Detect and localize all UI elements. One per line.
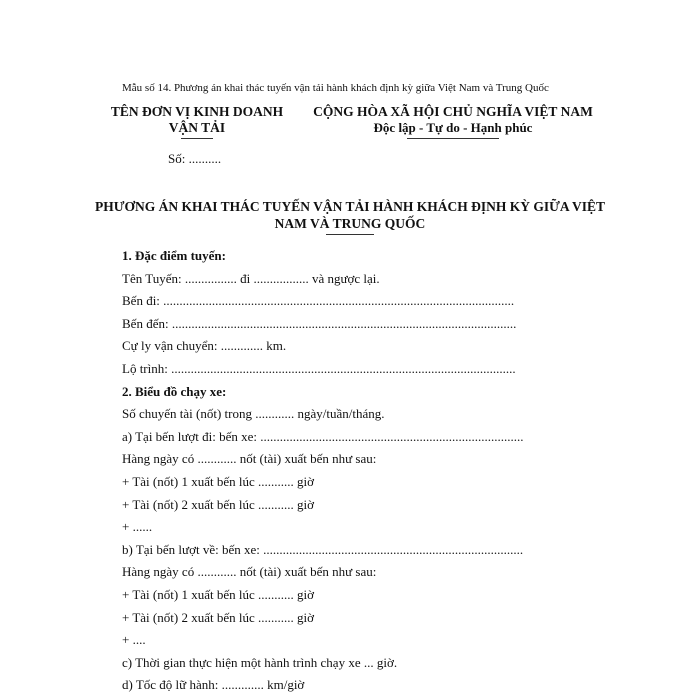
title-underline bbox=[326, 234, 374, 235]
return-trip-2-line: + Tài (nốt) 2 xuất bến lúc ........... giờ bbox=[122, 609, 314, 625]
document-number: Số: .......... bbox=[168, 151, 222, 166]
return-daily-line: Hàng ngày có ............ nốt (tài) xuất bến như sau: bbox=[122, 564, 377, 580]
outbound-trip-1-line: + Tài (nốt) 1 xuất bến lúc ........... giờ bbox=[122, 473, 314, 489]
national-title: CỘNG HÒA XÃ HỘI CHỦ NGHĨA VIỆT NAM bbox=[313, 104, 593, 119]
return-trip-1-line: + Tài (nốt) 1 xuất bến lúc ........... giờ bbox=[122, 586, 314, 602]
route-name-line: Tên Tuyến: ................ đi ................. và ngược lại. bbox=[122, 270, 380, 286]
trip-count-line: Số chuyến tài (nốt) trong ............ ngày/tuần/tháng. bbox=[122, 406, 385, 422]
document-body bbox=[122, 245, 596, 697]
section-heading-schedule: 2. Biểu đồ chạy xe: bbox=[122, 383, 227, 399]
document-title-line1: PHƯƠNG ÁN KHAI THÁC TUYẾN VẬN TẢI HÀNH KHÁCH ĐỊNH KỲ GIỮA VIỆT bbox=[94, 199, 606, 214]
arrival-station-line: Bến đến: .......................................................................................................... bbox=[122, 315, 517, 331]
outbound-more-line: + ...... bbox=[122, 519, 153, 535]
national-motto: Độc lập - Tự do - Hạnh phúc bbox=[373, 120, 533, 135]
document-title bbox=[80, 198, 620, 235]
motto-underline bbox=[407, 138, 499, 139]
return-more-line: + .... bbox=[122, 632, 146, 648]
document-title-line2: NAM VÀ TRUNG QUỐC bbox=[274, 216, 426, 231]
return-station-line: b) Tại bến lượt về: bến xe: ................................................................................ bbox=[122, 541, 524, 557]
organization-name-line1: TÊN ĐƠN VỊ KINH DOANH bbox=[110, 104, 284, 119]
distance-line: Cự ly vận chuyển: ............. km. bbox=[122, 338, 287, 354]
national-header bbox=[303, 104, 603, 139]
organization-underline bbox=[181, 138, 213, 139]
outbound-station-line: a) Tại bến lượt đi: bến xe: ................................................................................. bbox=[122, 428, 524, 444]
section-heading-route: 1. Đặc điểm tuyến: bbox=[122, 248, 226, 263]
travel-speed-line: d) Tốc độ lữ hành: ............. km/giờ bbox=[122, 677, 305, 693]
organization-name-line2: VẬN TẢI bbox=[168, 120, 226, 135]
outbound-daily-line: Hàng ngày có ............ nốt (tài) xuất bến như sau: bbox=[122, 451, 377, 467]
itinerary-line: Lộ trình: .......................................................................................................... bbox=[122, 360, 516, 376]
organization-header bbox=[103, 104, 291, 139]
outbound-trip-2-line: + Tài (nốt) 2 xuất bến lúc ........... giờ bbox=[122, 496, 314, 512]
journey-time-line: c) Thời gian thực hiện một hành trình chạy xe ... giờ. bbox=[122, 654, 398, 670]
departure-station-line: Bến đi: ............................................................................................................ bbox=[122, 293, 515, 309]
form-number: Mẫu số 14. Phương án khai thác tuyến vận tải hành khách định kỳ giữa Việt Nam và Trung Quốc bbox=[122, 82, 549, 94]
